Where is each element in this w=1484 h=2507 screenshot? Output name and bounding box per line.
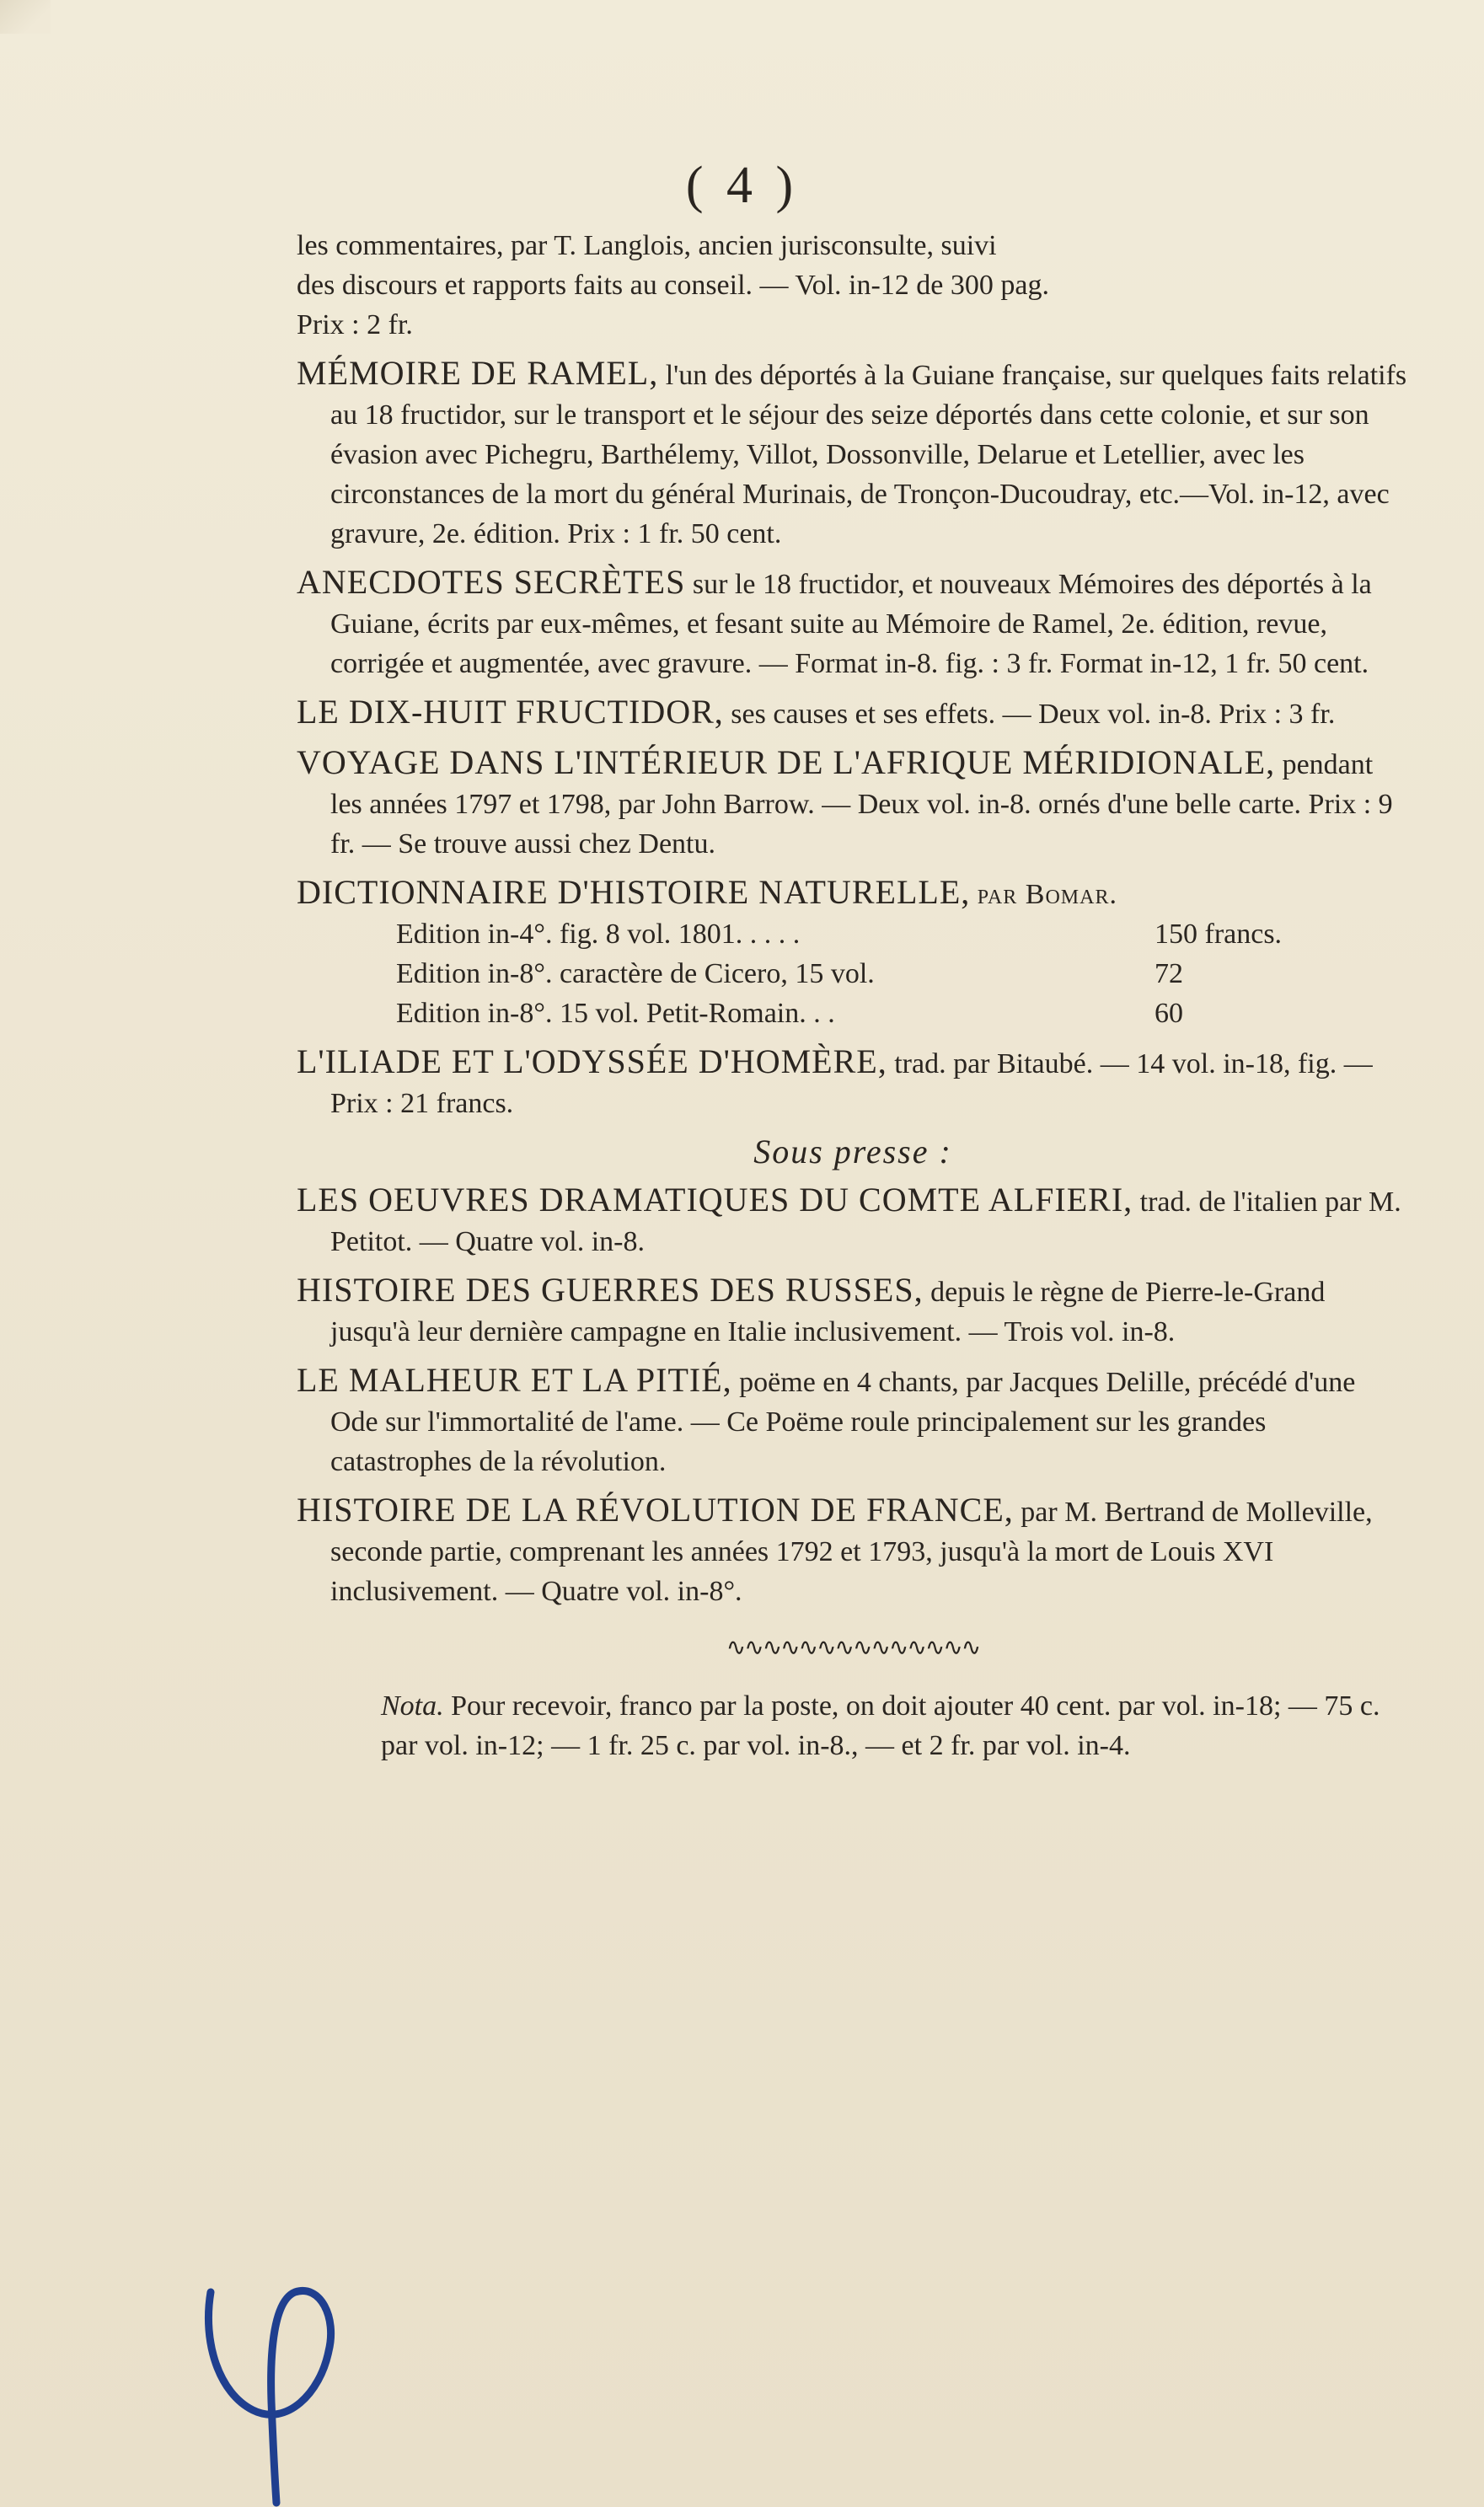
entry-text: pendant les années 1797 et 1798, par John Barrow. — Deux vol. in-8. ornés d'une belle carte. Prix : 9 fr. — Se trouve aussi chez Dentu.	[330, 749, 1393, 860]
entry-text: poëme en 4 chants, par Jacques Delille, précédé d'une Ode sur l'immortalité de l'ame. — Ce Poëme roule principalement sur les grandes catastrophes de la révolution.	[330, 1367, 1356, 1477]
entry-text: sur le 18 fructidor, et nouveaux Mémoires des déportés à la Guiane, écrits par eux-mêmes, et fesant suite au Mémoire de Ramel, 2e. édition, revue, corrigée et augmentée, avec gravure. — Format in-8. fig. : 3 fr. Format in-12, 1 fr. 50 cent.	[330, 569, 1372, 679]
page-corner	[0, 0, 51, 34]
nota-note	[297, 1686, 1409, 1765]
entry-malheur	[297, 1360, 1409, 1481]
sous-presse-heading: Sous presse :	[753, 1133, 952, 1170]
edition-label: Edition in-4°. fig. 8 vol. 1801. . . . .	[396, 919, 801, 950]
entry-text: depuis le règne de Pierre-le-Grand jusqu'à leur dernière campagne en Italie inclusivement. — Trois vol. in-8.	[330, 1277, 1326, 1347]
edition-price: 60	[1155, 998, 1183, 1029]
nota-text: Pour recevoir, franco par la poste, on doit ajouter 40 cent. par vol. in-18; — 75 c. par vol. in-12; — 1 fr. 25 c. par vol. in-8., — et 2 fr. par vol. in-4.	[381, 1690, 1380, 1761]
edition-price: 150 francs.	[1155, 919, 1283, 950]
entry-voyage	[297, 742, 1409, 864]
entry-title: LES OEUVRES DRAMATIQUES DU COMTE ALFIERI,	[297, 1181, 1133, 1219]
nota-label: Nota.	[381, 1690, 444, 1722]
edition-row	[396, 914, 1409, 954]
edition-row	[396, 994, 1409, 1033]
entry-ramel	[297, 353, 1409, 554]
entry-iliade	[297, 1042, 1409, 1123]
entry-text-line: les commentaires, par T. Langlois, ancien jurisconsulte, suivi	[297, 230, 997, 261]
catalogue-content	[297, 226, 1409, 1774]
page-number: ( 4 )	[685, 157, 799, 214]
entry-title: LE DIX-HUIT FRUCTIDOR,	[297, 693, 724, 731]
entry-title: DICTIONNAIRE D'HISTOIRE NATURELLE,	[297, 873, 971, 911]
entry-title: HISTOIRE DES GUERRES DES RUSSES,	[297, 1271, 924, 1309]
edition-price: 72	[1155, 958, 1183, 989]
entry-title: L'ILIADE ET L'ODYSSÉE D'HOMÈRE,	[297, 1042, 887, 1080]
entry-title: MÉMOIRE DE RAMEL,	[297, 354, 659, 392]
entry-text: ses causes et ses effets. — Deux vol. in-8. Prix : 3 fr.	[731, 699, 1336, 730]
entry-title: LE MALHEUR ET LA PITIÉ,	[297, 1361, 732, 1399]
edition-row	[396, 954, 1409, 994]
edition-label: Edition in-8°. caractère de Cicero, 15 vol.	[396, 958, 875, 989]
entry-dixhuit	[297, 692, 1409, 734]
entry-alfieri	[297, 1180, 1409, 1262]
entry-langlois	[297, 226, 1409, 345]
entry-author: par Bomar.	[977, 879, 1117, 910]
entry-title: VOYAGE DANS L'INTÉRIEUR DE L'AFRIQUE MÉRIDIONALE,	[297, 743, 1276, 781]
ornament-divider: ∿∿∿∿∿∿∿∿∿∿∿∿∿∿	[726, 1635, 980, 1661]
entry-revolution	[297, 1490, 1409, 1611]
entry-text: trad. de l'italien par M. Petitot. — Quatre vol. in-8.	[330, 1187, 1401, 1257]
entry-dictionnaire	[297, 872, 1409, 1033]
entry-text-line: des discours et rapports faits au conseil. — Vol. in-12 de 300 pag.	[297, 270, 1049, 301]
entry-title: HISTOIRE DE LA RÉVOLUTION DE FRANCE,	[297, 1491, 1014, 1529]
handwritten-monogram-icon	[194, 2267, 346, 2507]
entry-text-line: Prix : 2 fr.	[297, 309, 413, 340]
entry-text: l'un des déportés à la Guiane française, sur quelques faits relatifs au 18 fructidor, sur le transport et le séjour des seize déportés dans cette colonie, et sur son évasion avec Pichegru, Barthélemy, Villot, Dossonville, Delarue et Letellier, avec les circonstances de la mort du général Murinais, de Tronçon-Ducoudray, etc.—Vol. in-12, avec gravure, 2e. édition. Prix : 1 fr. 50 cent.	[330, 360, 1407, 549]
editions-list	[297, 914, 1409, 1033]
entry-text: trad. par Bitaubé. — 14 vol. in-18, fig. — Prix : 21 francs.	[330, 1048, 1373, 1119]
entry-russes	[297, 1270, 1409, 1352]
entry-title: ANECDOTES SECRÈTES	[297, 563, 686, 601]
entry-text: par M. Bertrand de Molleville, seconde partie, comprenant les années 1792 et 1793, jusqu'à la mort de Louis XVI inclusivement. — Quatre vol. in-8°.	[330, 1497, 1373, 1607]
entry-anecdotes	[297, 562, 1409, 683]
edition-label: Edition in-8°. 15 vol. Petit-Romain. . .	[396, 998, 835, 1029]
